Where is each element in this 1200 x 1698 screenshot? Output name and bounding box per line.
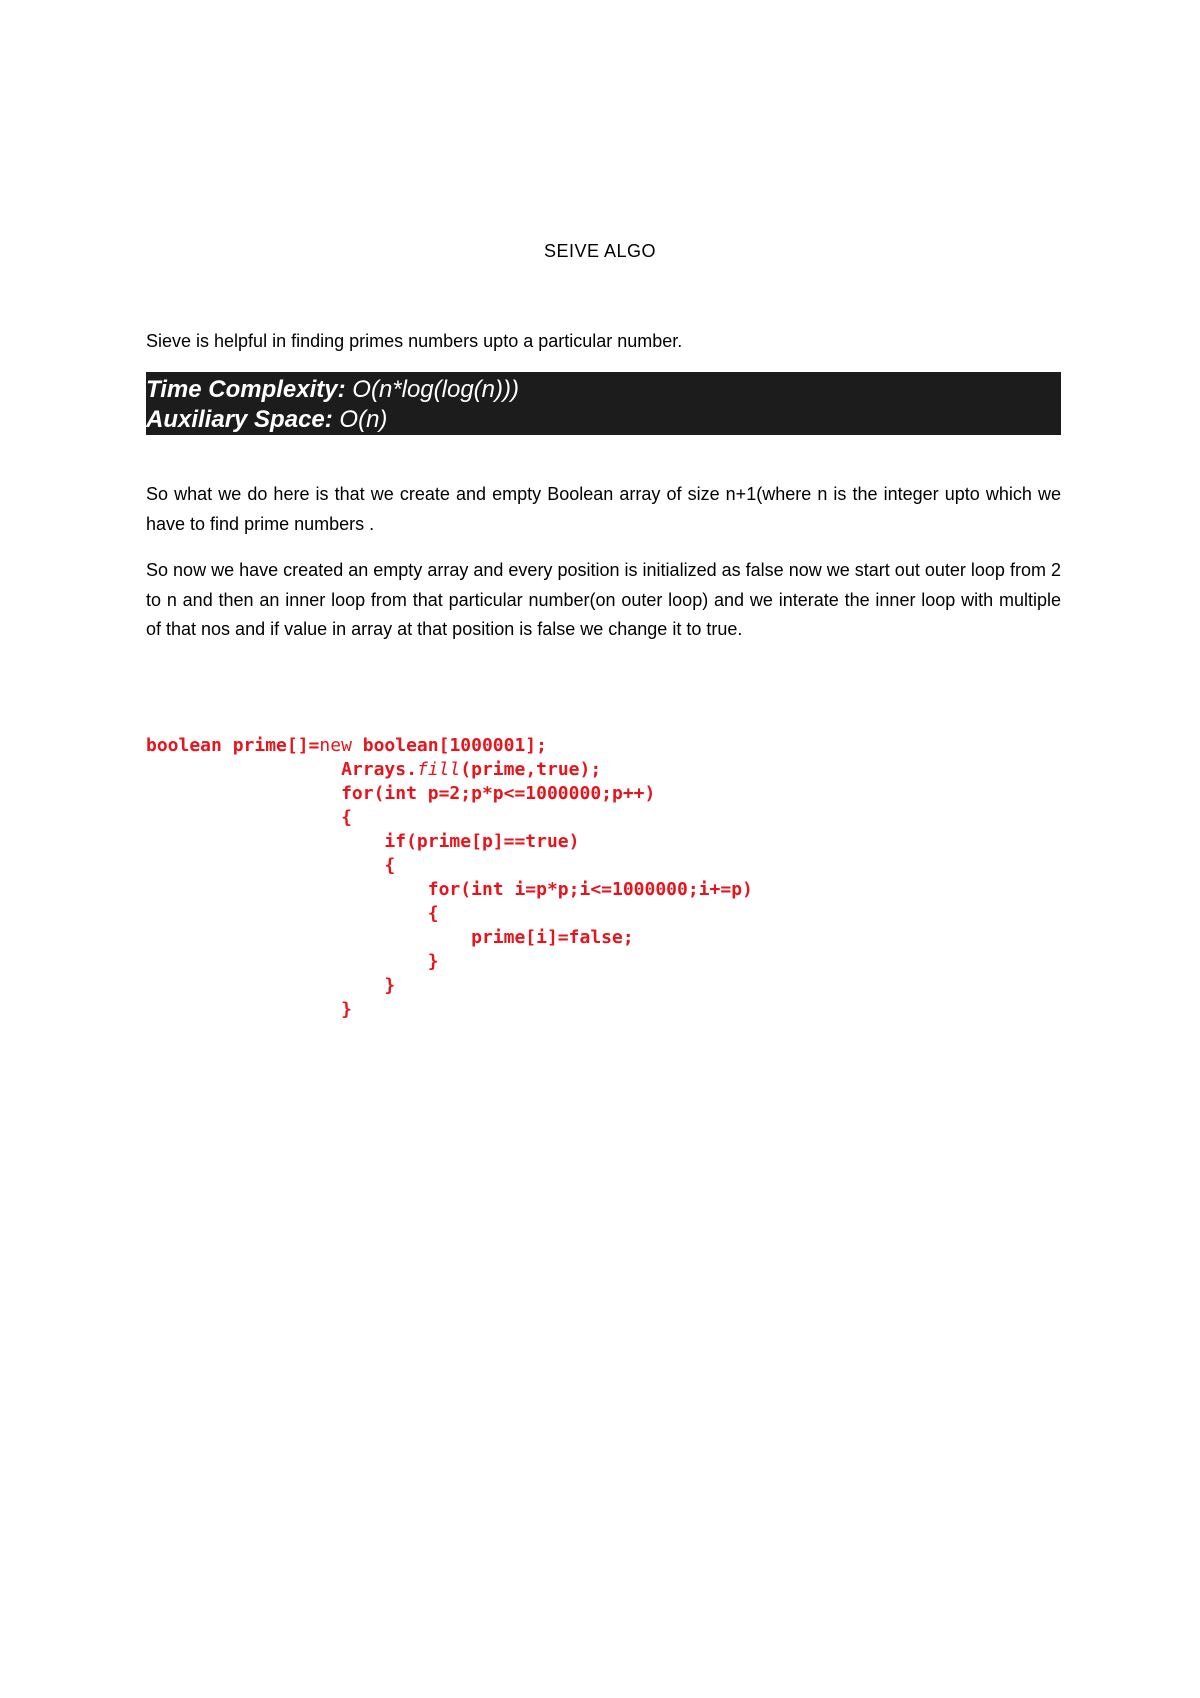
- time-complexity-value: O(n*log(log(n))): [352, 376, 519, 403]
- code-line-7: for(int i=p*p;i<=1000000;i+=p): [146, 879, 753, 900]
- code-method-fill: fill: [416, 759, 461, 780]
- auxiliary-space-value: O(n): [339, 406, 388, 433]
- time-complexity-label: Time Complexity:: [146, 376, 346, 403]
- complexity-box: [146, 372, 1061, 435]
- code-line-3: for(int p=2;p*p<=1000000;p++): [146, 783, 656, 804]
- code-line-5: if(prime[p]==true): [146, 831, 580, 852]
- code-line-8: {: [146, 903, 439, 924]
- document-title: SEIVE ALGO: [543, 241, 657, 261]
- code-line-1: boolean prime[]=new boolean[1000001];: [146, 735, 547, 756]
- code-keyword-new: new: [319, 735, 352, 756]
- time-complexity-line: [146, 375, 1061, 405]
- code-line-6: {: [146, 855, 396, 876]
- code-line-4: {: [146, 807, 352, 828]
- code-block: [146, 734, 753, 1022]
- explanation-paragraph-2: So now we have created an empty array and every position is initialized as false now we start out outer loop from 2 to n and then an inner loop from that particular number(on outer loop) and we interate the inner loop with multiple of that nos and if value in array at that position is false we change it to true.: [146, 560, 1061, 639]
- auxiliary-space-label: Auxiliary Space:: [146, 406, 333, 433]
- code-line-12: }: [146, 999, 352, 1020]
- code-line-11: }: [146, 975, 396, 996]
- code-line-2: Arrays.fill(prime,true);: [146, 759, 602, 780]
- auxiliary-space-line: [146, 405, 1061, 435]
- code-line-9: prime[i]=false;: [146, 927, 634, 948]
- intro-paragraph: Sieve is helpful in finding primes numbers upto a particular number.: [146, 331, 683, 351]
- code-line-10: }: [146, 951, 439, 972]
- explanation-paragraph-1: So what we do here is that we create and empty Boolean array of size n+1(where n is the integer upto which we have to find prime numbers .: [146, 484, 1061, 534]
